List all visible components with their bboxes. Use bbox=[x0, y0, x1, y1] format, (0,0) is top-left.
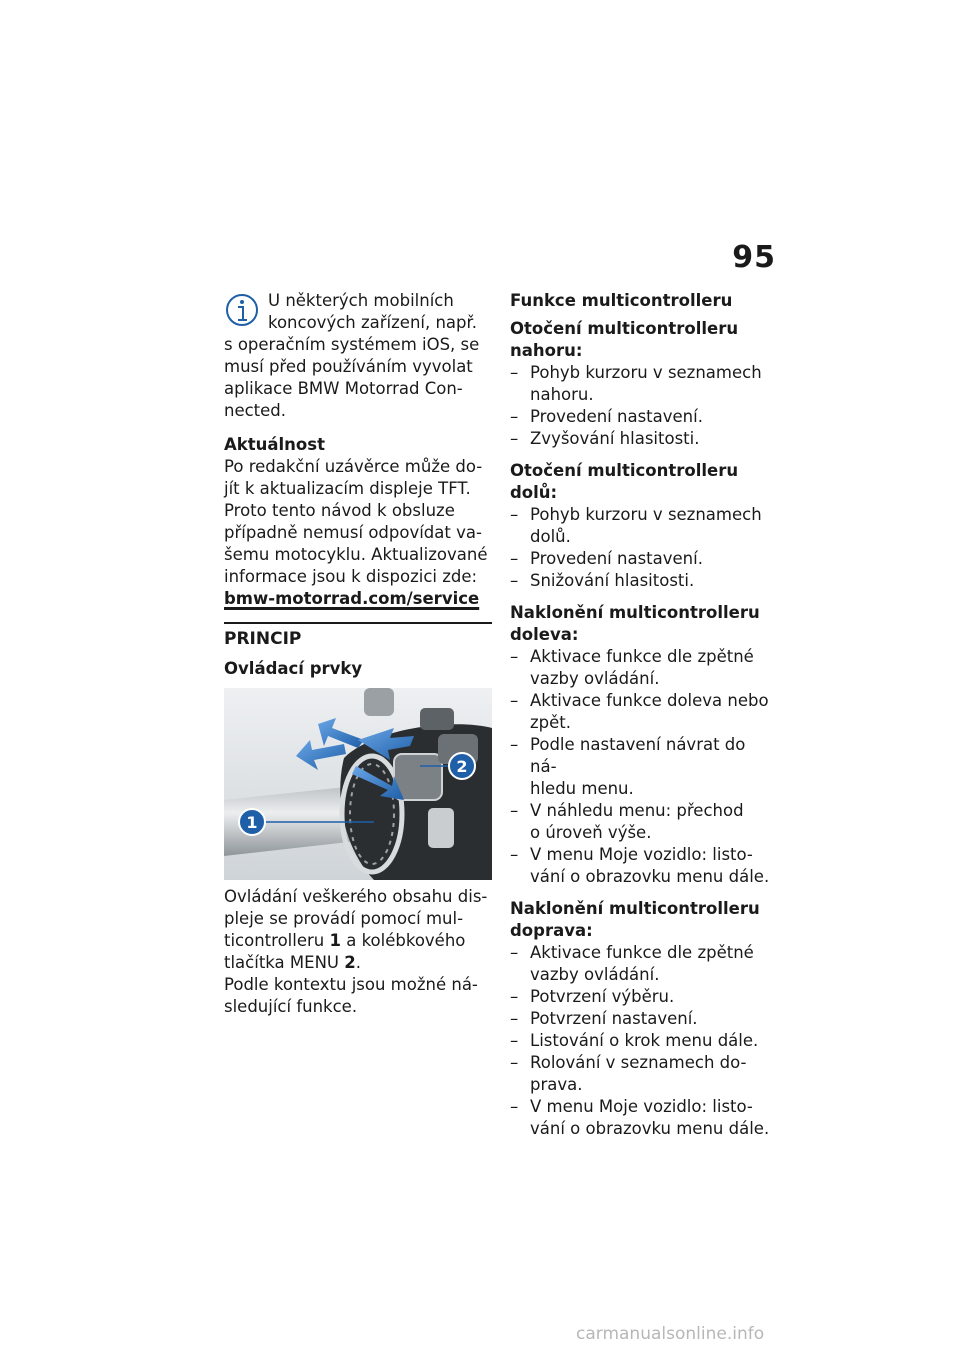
list-item: – Potvrzení nastavení. bbox=[510, 1008, 776, 1030]
up-list bbox=[510, 362, 776, 450]
list-item: – Rolování v seznamech do- prava. bbox=[510, 1052, 776, 1096]
list-item: – Pohyb kurzoru v seznamech nahoru. bbox=[510, 362, 776, 406]
down-list bbox=[510, 504, 776, 592]
left-tilt-list bbox=[510, 646, 776, 888]
right-tilt-list bbox=[510, 942, 776, 1140]
update-line: informace jsou k dispozici zde: bbox=[224, 567, 478, 586]
caption-line bbox=[224, 952, 492, 974]
list-item: – Listování o krok menu dále. bbox=[510, 1030, 776, 1052]
list-item: – Podle nastavení návrat do ná- hledu menu. bbox=[510, 734, 776, 800]
list-item: – V menu Moje vozidlo: listo- vání o obrazovku menu dále. bbox=[510, 844, 776, 888]
section-title: PRINCIP bbox=[224, 629, 302, 649]
info-note bbox=[224, 290, 492, 422]
list-item: – Pohyb kurzoru v seznamech dolů. bbox=[510, 504, 776, 548]
list-item: – Aktivace funkce doleva nebo zpět. bbox=[510, 690, 776, 734]
controls-subtitle: Ovládací prvky bbox=[224, 659, 363, 678]
footer-watermark: carmanualsonline.info bbox=[576, 1324, 765, 1344]
left-column bbox=[224, 290, 492, 1018]
caption-end: . bbox=[355, 953, 361, 972]
caption-ref-2: 2 bbox=[344, 953, 356, 972]
list-item: – Provedení nastavení. bbox=[510, 548, 776, 570]
caption-line: Ovládání veškerého obsahu dis- bbox=[224, 887, 488, 906]
page-number: 95 bbox=[732, 240, 776, 275]
right-tilt-heading: doprava: bbox=[510, 921, 593, 940]
list-item: – V menu Moje vozidlo: listo- vání o obrazovku menu dále. bbox=[510, 1096, 776, 1140]
update-line: Po redakční uzávěrce může do- bbox=[224, 457, 483, 476]
figure-label-1: 1 bbox=[246, 813, 258, 832]
list-item: – V náhledu menu: přechod o úroveň výše. bbox=[510, 800, 776, 844]
section-divider bbox=[224, 622, 492, 650]
caption-text: tlačítka MENU bbox=[224, 953, 339, 972]
list-item: – Aktivace funkce dle zpětné vazby ovládání. bbox=[510, 646, 776, 690]
update-line: Proto tento návod k obsluze bbox=[224, 501, 455, 520]
service-link[interactable]: bmw-motorrad.com/service bbox=[224, 589, 480, 608]
update-line: jít k aktualizacím displeje TFT. bbox=[224, 479, 471, 498]
right-tilt-heading: Naklonění multicontrolleru bbox=[510, 899, 760, 918]
left-tilt-heading: doleva: bbox=[510, 625, 579, 644]
caption-ref-1: 1 bbox=[329, 931, 341, 950]
right-column bbox=[510, 290, 776, 1140]
up-heading: Otočení multicontrolleru bbox=[510, 319, 739, 338]
caption-text: a kolébkového bbox=[346, 931, 466, 950]
caption-text: ticontrolleru bbox=[224, 931, 325, 950]
list-item: – Aktivace funkce dle zpětné vazby ovládání. bbox=[510, 942, 776, 986]
note-line: nected. bbox=[224, 401, 287, 420]
update-line: případně nemusí odpovídat va- bbox=[224, 523, 482, 542]
update-heading: Aktuálnost bbox=[224, 435, 325, 454]
handlebar-illustration bbox=[224, 688, 492, 880]
list-item: – Zvyšování hlasitosti. bbox=[510, 428, 776, 450]
note-line: U některých mobilních bbox=[268, 291, 454, 310]
list-item: – Snižování hlasitosti. bbox=[510, 570, 776, 592]
figure-label-2: 2 bbox=[456, 757, 468, 776]
caption-line bbox=[224, 930, 492, 952]
info-icon bbox=[224, 292, 260, 332]
list-item: – Provedení nastavení. bbox=[510, 406, 776, 428]
context-line: sledující funkce. bbox=[224, 997, 358, 1016]
note-line: musí před používáním vyvolat bbox=[224, 357, 473, 376]
note-line: aplikace BMW Motorrad Con- bbox=[224, 379, 463, 398]
left-tilt-heading: Naklonění multicontrolleru bbox=[510, 603, 760, 622]
list-item: – Potvrzení výběru. bbox=[510, 986, 776, 1008]
handlebar-figure bbox=[224, 688, 492, 880]
update-line: šemu motocyklu. Aktualizované bbox=[224, 545, 488, 564]
context-line: Podle kontextu jsou možné ná- bbox=[224, 975, 478, 994]
up-heading: nahoru: bbox=[510, 341, 583, 360]
note-line: koncových zařízení, např. bbox=[268, 313, 478, 332]
note-line: s operačním systémem iOS, se bbox=[224, 335, 480, 354]
functions-title: Funkce multicontrolleru bbox=[510, 291, 733, 310]
down-heading: Otočení multicontrolleru dolů: bbox=[510, 461, 739, 502]
caption-line: pleje se provádí pomocí mul- bbox=[224, 909, 464, 928]
